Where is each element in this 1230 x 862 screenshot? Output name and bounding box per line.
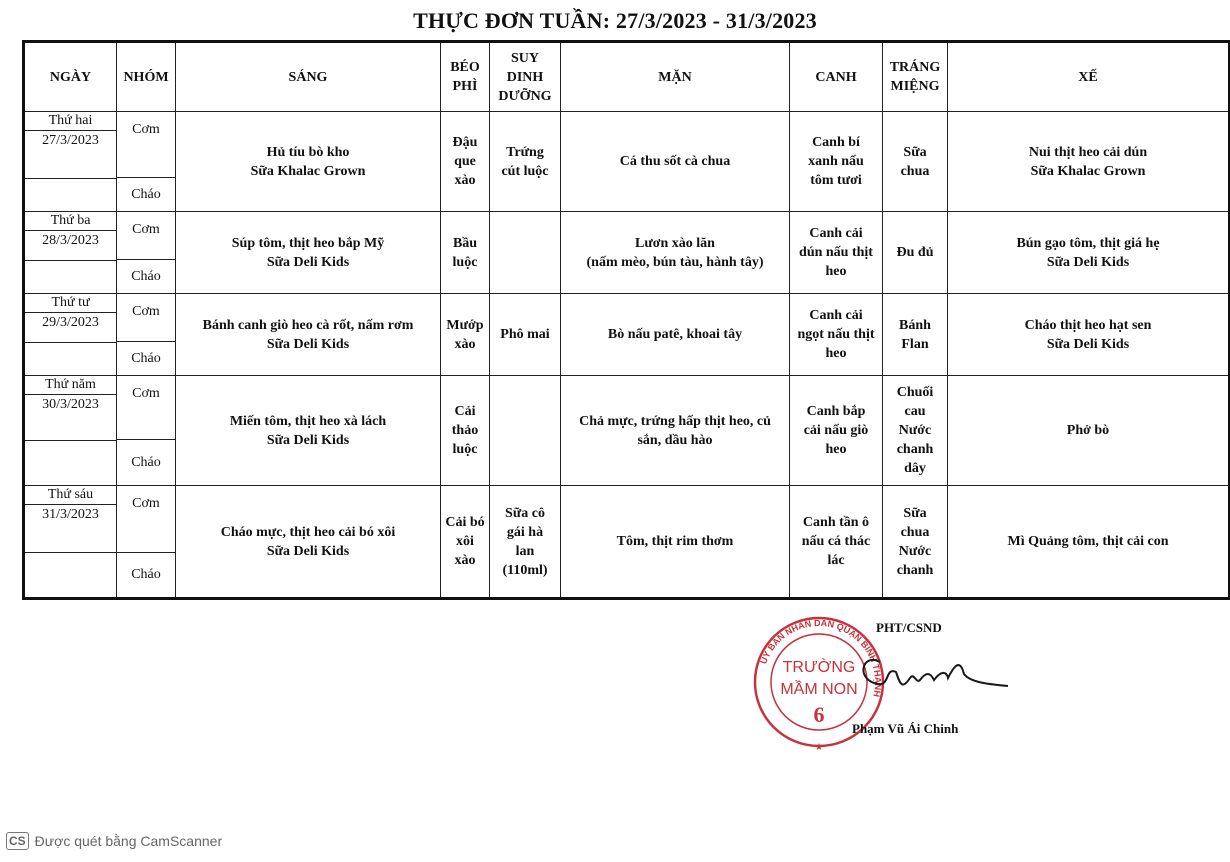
group-com: Cơm — [117, 294, 176, 342]
menu-cell-soup: Canh cải ngọt nấu thịt heo — [790, 294, 883, 376]
menu-cell-malnutrition: Trứng cút luộc — [490, 112, 561, 212]
menu-cell-obese: Cải bó xôi xào — [441, 486, 490, 599]
day-label — [24, 376, 117, 486]
menu-cell-savory: Cá thu sốt cà chua — [561, 112, 790, 212]
group-chao: Cháo — [117, 342, 176, 376]
day-row — [24, 212, 1230, 260]
weekday: Thứ tư — [25, 294, 116, 313]
menu-cell-malnutrition: Sữa cô gái hà lan (110ml) — [490, 486, 561, 599]
group-chao: Cháo — [117, 440, 176, 486]
date: 29/3/2023 — [25, 313, 116, 343]
group-com: Cơm — [117, 212, 176, 260]
menu-cell-soup: Canh bí xanh nấu tôm tươi — [790, 112, 883, 212]
day-label — [24, 112, 117, 212]
menu-cell-afternoon: Cháo thịt heo hạt sen Sữa Deli Kids — [948, 294, 1230, 376]
header-breakfast: SÁNG — [176, 42, 441, 112]
scanner-text: Được quét bằng CamScanner — [34, 833, 223, 849]
menu-cell-dessert: Sữa chua — [883, 112, 948, 212]
handwritten-signature — [863, 660, 1008, 686]
menu-cell-soup: Canh cải dún nấu thịt heo — [790, 212, 883, 294]
date: 30/3/2023 — [25, 395, 116, 441]
header-row — [24, 42, 1230, 112]
menu-cell-malnutrition — [490, 376, 561, 486]
menu-cell-savory: Bò nấu patê, khoai tây — [561, 294, 790, 376]
header-obese: BÉO PHÌ — [441, 42, 490, 112]
weekly-menu-table — [22, 40, 1230, 600]
group-com: Cơm — [117, 486, 176, 553]
header-malnutrition: SUY DINH DƯỠNG — [490, 42, 561, 112]
weekday: Thứ ba — [25, 212, 116, 231]
menu-cell-afternoon: Phở bò — [948, 376, 1230, 486]
camscanner-icon: CS — [6, 832, 29, 850]
menu-cell-dessert: Chuối cau Nước chanh dây — [883, 376, 948, 486]
weekday: Thứ năm — [25, 376, 116, 395]
svg-text:6: 6 — [813, 702, 825, 727]
day-label — [24, 486, 117, 599]
menu-cell-breakfast: Miến tôm, thịt heo xà lách Sữa Deli Kids — [176, 376, 441, 486]
menu-cell-obese: Đậu que xào — [441, 112, 490, 212]
day-label — [24, 212, 117, 294]
group-chao: Cháo — [117, 552, 176, 598]
menu-cell-breakfast: Hủ tíu bò kho Sữa Khalac Grown — [176, 112, 441, 212]
day-row — [24, 376, 1230, 440]
header-savory: MẶN — [561, 42, 790, 112]
day-row — [24, 112, 1230, 178]
menu-cell-dessert: Sữa chua Nước chanh — [883, 486, 948, 599]
weekday: Thứ sáu — [25, 486, 116, 505]
menu-cell-dessert: Bánh Flan — [883, 294, 948, 376]
signer-role: PHT/CSND — [876, 620, 942, 635]
date: 31/3/2023 — [25, 505, 116, 553]
group-com: Cơm — [117, 376, 176, 440]
scanner-watermark — [6, 832, 222, 850]
menu-cell-malnutrition — [490, 212, 561, 294]
menu-cell-dessert: Đu đủ — [883, 212, 948, 294]
menu-cell-obese: Bầu luộc — [441, 212, 490, 294]
menu-cell-breakfast: Súp tôm, thịt heo bắp Mỹ Sữa Deli Kids — [176, 212, 441, 294]
menu-cell-breakfast: Bánh canh giò heo cà rốt, nấm rơm Sữa Deli Kids — [176, 294, 441, 376]
menu-cell-savory: Tôm, thịt rim thơm — [561, 486, 790, 599]
header-soup: CANH — [790, 42, 883, 112]
day-row — [24, 486, 1230, 553]
menu-cell-soup: Canh tần ô nấu cá thác lác — [790, 486, 883, 599]
svg-text:MẦM NON: MẦM NON — [780, 681, 858, 698]
header-day: NGÀY — [24, 42, 117, 112]
svg-text:TRƯỜNG: TRƯỜNG — [782, 659, 856, 676]
date: 27/3/2023 — [25, 131, 116, 179]
menu-cell-afternoon: Bún gạo tôm, thịt giá hẹ Sữa Deli Kids — [948, 212, 1230, 294]
menu-cell-obese: Mướp xào — [441, 294, 490, 376]
group-chao: Cháo — [117, 178, 176, 212]
signer-name: Phạm Vũ Ái Chinh — [852, 721, 959, 736]
menu-cell-savory: Chả mực, trứng hấp thịt heo, củ sắn, dầu hào — [561, 376, 790, 486]
menu-cell-afternoon: Nui thịt heo cải dún Sữa Khalac Grown — [948, 112, 1230, 212]
menu-cell-afternoon: Mì Quảng tôm, thịt cải con — [948, 486, 1230, 599]
header-afternoon: XẾ — [948, 42, 1230, 112]
group-chao: Cháo — [117, 260, 176, 294]
weekday: Thứ hai — [25, 112, 116, 131]
page-title: THỰC ĐƠN TUẦN: 27/3/2023 - 31/3/2023 — [413, 8, 817, 33]
day-row — [24, 294, 1230, 342]
date: 28/3/2023 — [25, 231, 116, 261]
day-label — [24, 294, 117, 376]
svg-text:★: ★ — [814, 742, 824, 753]
official-stamp — [750, 612, 1050, 762]
menu-cell-obese: Cải thảo luộc — [441, 376, 490, 486]
group-com: Cơm — [117, 112, 176, 178]
svg-text:ỦY BAN NHÂN DÂN QUẬN BÌNH THẠN: ỦY BAN NHÂN DÂN QUẬN BÌNH THẠNH — [758, 617, 884, 698]
menu-cell-breakfast: Cháo mực, thịt heo cải bó xôi Sữa Deli Kids — [176, 486, 441, 599]
header-dessert: TRÁNG MIỆNG — [883, 42, 948, 112]
menu-cell-savory: Lươn xào lăn (nấm mèo, bún tàu, hành tây) — [561, 212, 790, 294]
menu-cell-soup: Canh bắp cải nấu giò heo — [790, 376, 883, 486]
menu-cell-malnutrition: Phô mai — [490, 294, 561, 376]
header-group: NHÓM — [117, 42, 176, 112]
